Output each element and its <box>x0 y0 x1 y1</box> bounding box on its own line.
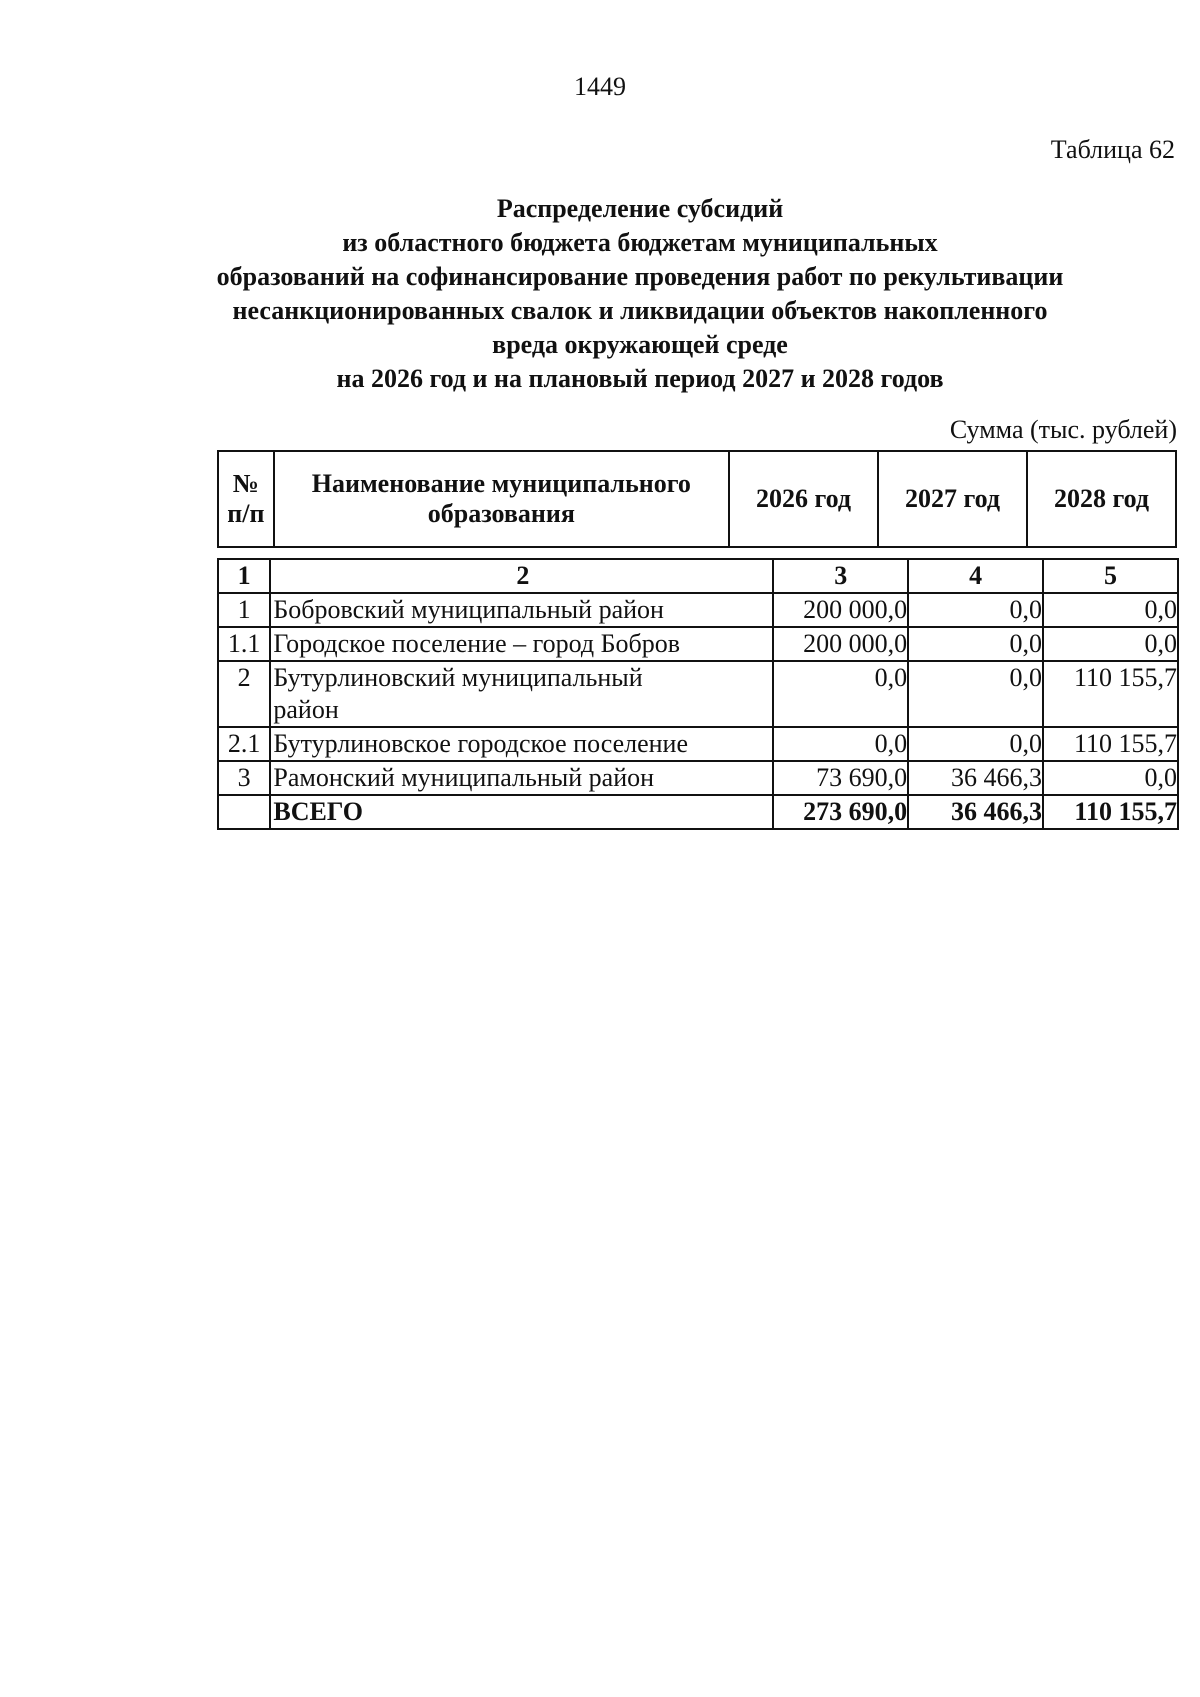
column-number: 5 <box>1043 559 1178 593</box>
row-name: Городское поселение – город Бобров <box>270 627 773 661</box>
value-2027: 0,0 <box>908 593 1043 627</box>
row-number: 1 <box>218 593 270 627</box>
value-2027: 36 466,3 <box>908 761 1043 795</box>
row-name: Бобровский муниципальный район <box>270 593 773 627</box>
total-2027: 36 466,3 <box>908 795 1043 829</box>
value-2027: 0,0 <box>908 627 1043 661</box>
total-number <box>218 795 270 829</box>
value-2026: 0,0 <box>773 727 908 761</box>
total-2028: 110 155,7 <box>1043 795 1178 829</box>
table-row <box>218 761 1178 795</box>
value-2026: 200 000,0 <box>773 627 908 661</box>
value-2027: 0,0 <box>908 661 1043 727</box>
value-2026: 0,0 <box>773 661 908 727</box>
header-2027: 2027 год <box>878 451 1027 547</box>
row-number: 3 <box>218 761 270 795</box>
column-number-row <box>218 559 1178 593</box>
column-number: 1 <box>218 559 270 593</box>
value-2026: 73 690,0 <box>773 761 908 795</box>
row-name: Рамонский муниципальный район <box>270 761 773 795</box>
row-number: 2 <box>218 661 270 727</box>
page-number: 1449 <box>574 72 626 101</box>
document-title <box>150 192 1130 396</box>
header-2028: 2028 год <box>1027 451 1176 547</box>
total-2026: 273 690,0 <box>773 795 908 829</box>
title-line: несанкционированных свалок и ликвидации объектов накопленного <box>232 296 1048 325</box>
value-2026: 200 000,0 <box>773 593 908 627</box>
value-2028: 0,0 <box>1043 761 1178 795</box>
total-label: ВСЕГО <box>270 795 773 829</box>
data-table <box>217 558 1179 830</box>
header-row <box>218 451 1176 547</box>
table-label: Таблица 62 <box>1050 135 1175 164</box>
title-line: образований на софинансирование проведения работ по рекультивации <box>216 262 1064 291</box>
total-row <box>218 795 1178 829</box>
header-name: Наименование муниципального образования <box>274 451 729 547</box>
value-2028: 110 155,7 <box>1043 727 1178 761</box>
header-table <box>217 450 1177 548</box>
units-label: Сумма (тыс. рублей) <box>949 415 1177 444</box>
column-number: 4 <box>908 559 1043 593</box>
value-2028: 110 155,7 <box>1043 661 1178 727</box>
title-line: на 2026 год и на плановый период 2027 и 2028 годов <box>336 364 944 393</box>
table-row <box>218 593 1178 627</box>
table-row <box>218 627 1178 661</box>
row-number: 2.1 <box>218 727 270 761</box>
table-row <box>218 727 1178 761</box>
value-2028: 0,0 <box>1043 593 1178 627</box>
title-line: вреда окружающей среде <box>492 330 788 359</box>
title-line: Распределение субсидий <box>496 194 784 223</box>
column-number: 3 <box>773 559 908 593</box>
row-number: 1.1 <box>218 627 270 661</box>
header-2026: 2026 год <box>729 451 878 547</box>
row-name: Бутурлиновское городское поселение <box>270 727 773 761</box>
table-row <box>218 661 1178 727</box>
title-line: из областного бюджета бюджетам муниципальных <box>342 228 938 257</box>
column-number: 2 <box>270 559 773 593</box>
value-2027: 0,0 <box>908 727 1043 761</box>
header-num: № п/п <box>218 451 274 547</box>
row-name: Бутурлиновский муниципальный район <box>270 661 773 727</box>
value-2028: 0,0 <box>1043 627 1178 661</box>
